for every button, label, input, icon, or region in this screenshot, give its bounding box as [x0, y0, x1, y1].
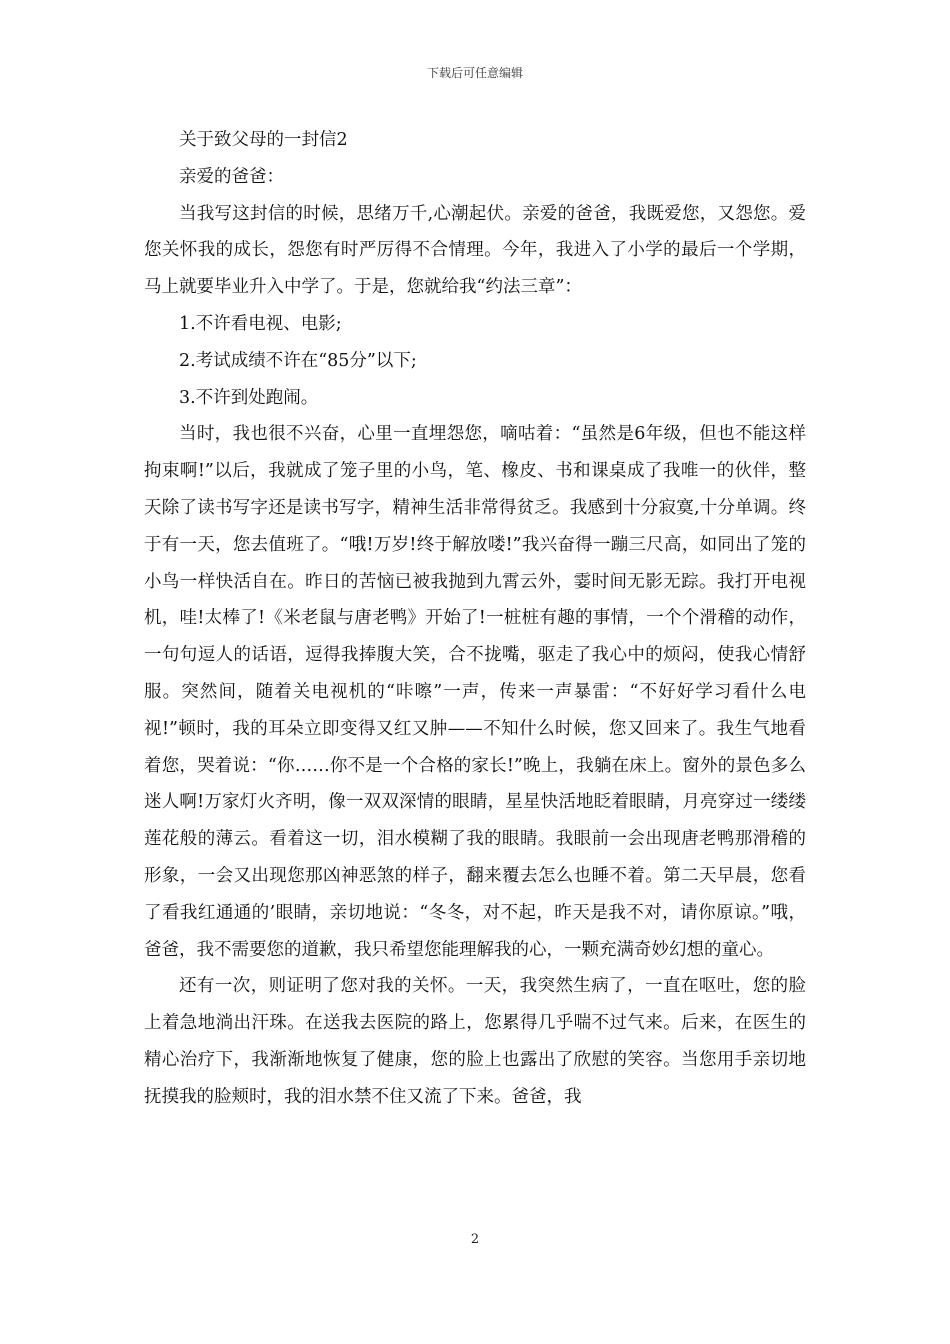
letter-salutation: 亲爱的爸爸：	[179, 166, 284, 187]
rule-item: 1.不许看电视、电影;	[179, 313, 342, 334]
letter-title: 关于致父母的一封信2	[179, 130, 348, 150]
paragraph: 还有一次，则证明了您对我的关怀。一天，我突然生病了，一直在呕吐，您的脸上着急地淌出汗珠。在送我去医院的路上，您累得几乎喘不过气来。后来，在医生的精心治疗下，我渐渐地恢复了健康，您的脸上也露出了欣慰的笑容。当您用手亲切地抚摸我的脸颊时，我的泪水禁不住又流了下来。爸爸，我	[144, 976, 806, 1107]
page-number: 2	[470, 1232, 480, 1247]
letter-body	[144, 122, 806, 1116]
paragraph: 当我写这封信的时候，思绪万千,心潮起伏。亲爱的爸爸，我既爱您，又怨您。爱您关怀我的成长，怨您有时严厉得不合情理。今年，我进入了小学的最后一个学期，马上就要毕业升入中学了。于是，您就给我“约法三章”：	[144, 203, 806, 298]
page-header-note: 下载后可任意编辑	[426, 66, 523, 80]
rule-item: 2.考试成绩不许在“85分”以下;	[179, 350, 417, 371]
paragraph: 当时，我也很不兴奋，心里一直埋怨您，嘀咕着：“虽然是6年级，但也不能这样拘束啊!”以后，我就成了笼子里的小鸟，笔、橡皮、书和课桌成了我唯一的伙伴，整天除了读书写字还是读书写字，精神生活非常得贫乏。我感到十分寂寞,十分单调。终于有一天，您去值班了。“哦!万岁!终于解放喽!”我兴奋得一蹦三尺高，如同出了笼的小鸟一样快活自在。昨日的苦恼已被我抛到九霄云外，霎时间无影无踪。我打开电视机，哇!太棒了!《米老鼠与唐老鸭》开始了!一桩桩有趣的事情，一个个滑稽的动作，一句句逗人的话语，逗得我捧腹大笑，合不拢嘴，驱走了我心中的烦闷，使我心情舒服。突然间，随着关电视机的“咔嚓”一声，传来一声暴雷：“不好好学习看什么电视!”顿时，我的耳朵立即变得又红又肿——不知什么时候，您又回来了。我生气地看着您，哭着说：“你……你不是一个合格的家长!”晚上，我躺在床上。窗外的景色多么迷人啊!万家灯火齐明，像一双双深情的眼睛，星星快活地眨着眼睛，月亮穿过一缕缕莲花般的薄云。看着这一切，泪水模糊了我的眼睛。我眼前一会出现唐老鸭那滑稽的形象，一会又出现您那凶神恶煞的样子，翻来覆去怎么也睡不着。第二天早晨，您看了看我红通通的’眼睛，亲切地说：“冬冬，对不起，昨天是我不对，请你原谅。”哦，爸爸，我不需要您的道歉，我只希望您能理解我的心，一颗充满奇妙幻想的童心。	[144, 424, 806, 960]
rule-item: 3.不许到处跑闹。	[179, 387, 319, 408]
